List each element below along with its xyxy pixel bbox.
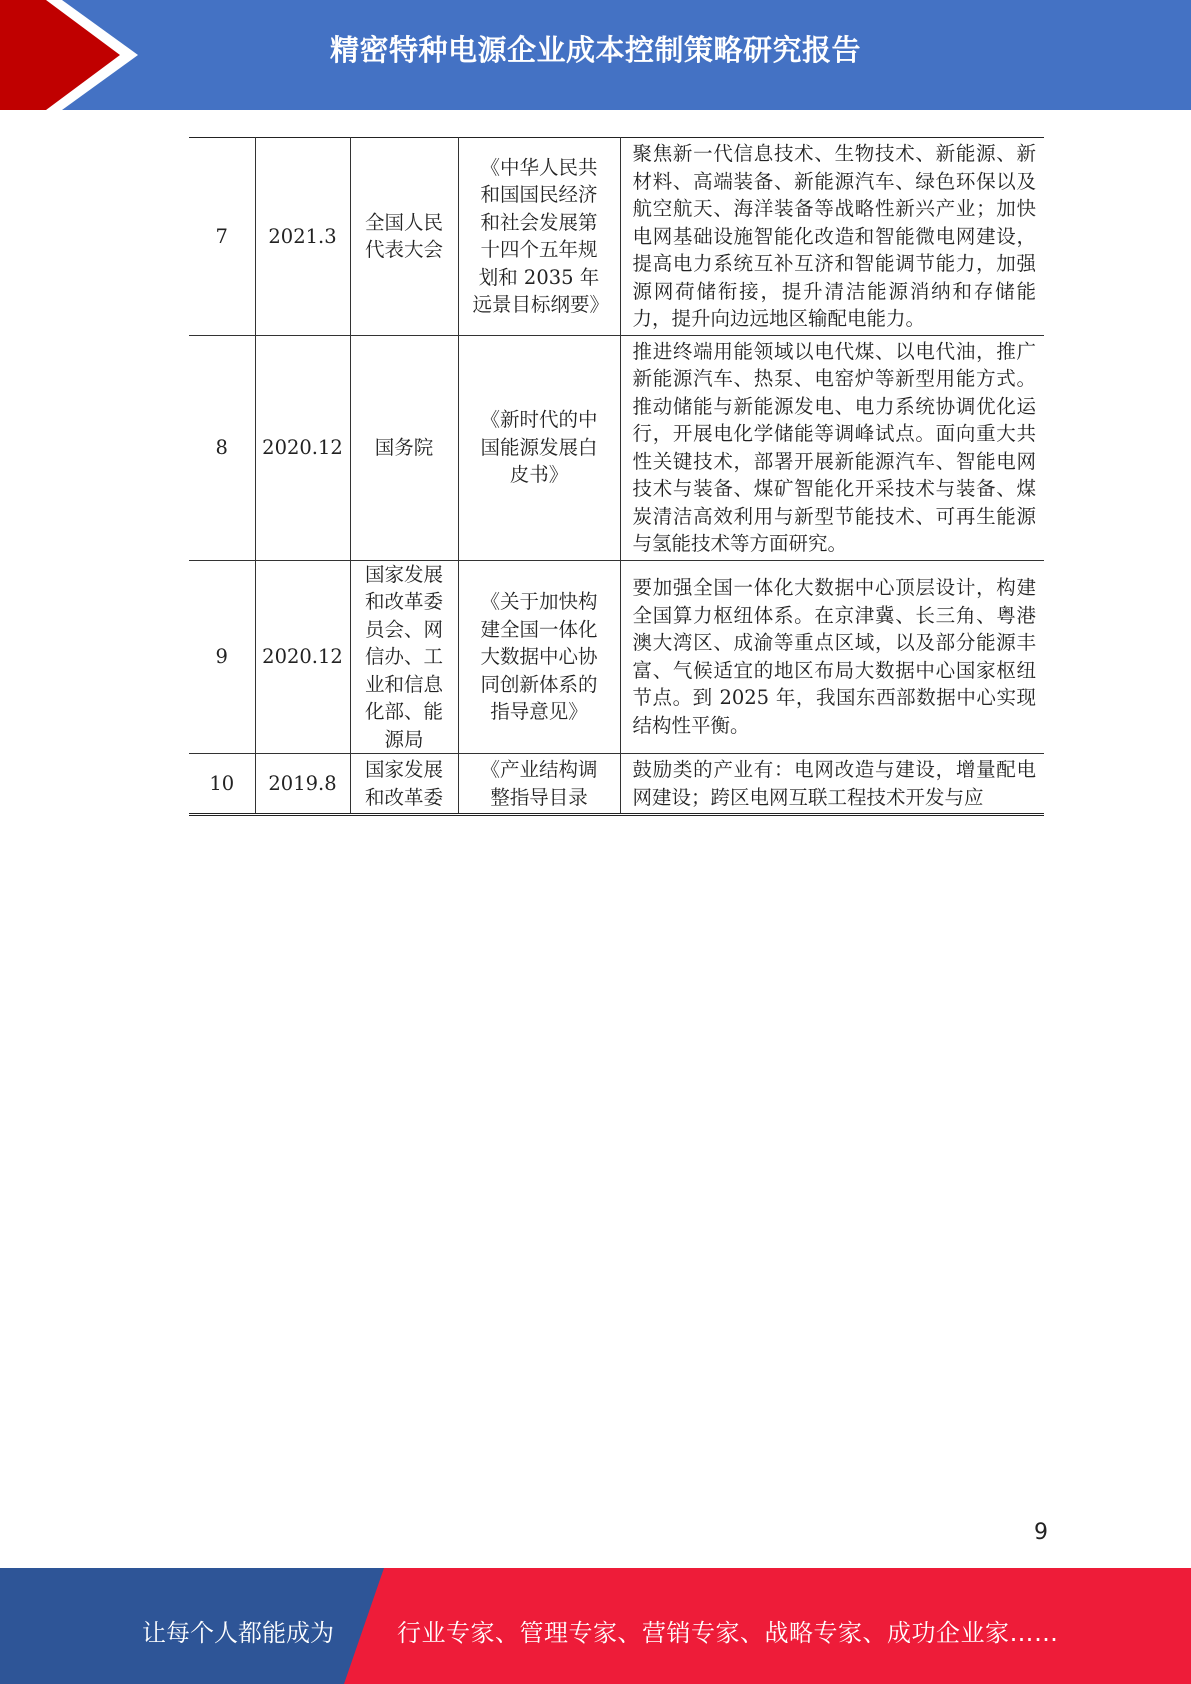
cell-date: 2019.8 — [255, 754, 350, 815]
cell-document: 《中华人民共和国国民经济和社会发展第十四个五年规划和 2035 年远景目标纲要》 — [458, 138, 620, 336]
page-header — [0, 0, 1191, 110]
cell-date: 2020.12 — [255, 335, 350, 560]
cell-no: 10 — [189, 754, 255, 815]
cell-content: 要加强全国一体化大数据中心顶层设计，构建全国算力枢纽体系。在京津冀、长三角、粤港澳大湾区、成渝等重点区域，以及部分能源丰富、气候适宜的地区布局大数据中心国家枢纽节点。到 2025 年，我国东西部数据中心实现结构性平衡。 — [620, 560, 1044, 754]
cell-issuer: 全国人民代表大会 — [350, 138, 458, 336]
table-row — [189, 754, 1044, 815]
footer-slogan-right: 行业专家、管理专家、营销专家、战略专家、成功企业家…… — [397, 1619, 1059, 1647]
table-row — [189, 335, 1044, 560]
cell-issuer: 国务院 — [350, 335, 458, 560]
cell-date: 2021.3 — [255, 138, 350, 336]
cell-no: 7 — [189, 138, 255, 336]
footer-slogan-left: 让每个人都能成为 — [142, 1619, 334, 1647]
table-row — [189, 138, 1044, 336]
page-footer — [0, 1568, 1191, 1684]
table-row — [189, 560, 1044, 754]
cell-content: 聚焦新一代信息技术、生物技术、新能源、新材料、高端装备、新能源汽车、绿色环保以及航空航天、海洋装备等战略性新兴产业；加快电网基础设施智能化改造和智能微电网建设，提高电力系统互补互济和智能调节能力，加强源网荷储衔接，提升清洁能源消纳和存储能力，提升向边远地区输配电能力。 — [620, 138, 1044, 336]
cell-issuer: 国家发展和改革委员会、网信办、工业和信息化部、能源局 — [350, 560, 458, 754]
cell-document: 《关于加快构建全国一体化大数据中心协同创新体系的指导意见》 — [458, 560, 620, 754]
cell-content: 鼓励类的产业有：电网改造与建设，增量配电网建设；跨区电网互联工程技术开发与应 — [620, 754, 1044, 815]
cell-issuer: 国家发展和改革委 — [350, 754, 458, 815]
header-title: 精密特种电源企业成本控制策略研究报告 — [329, 33, 861, 67]
page-number: 9 — [1034, 1520, 1048, 1545]
cell-document: 《产业结构调整指导目录 — [458, 754, 620, 815]
cell-no: 8 — [189, 335, 255, 560]
cell-no: 9 — [189, 560, 255, 754]
cell-content: 推进终端用能领域以电代煤、以电代油，推广新能源汽车、热泵、电窑炉等新型用能方式。推动储能与新能源发电、电力系统协调优化运行，开展电化学储能等调峰试点。面向重大共性关键技术，部署开展新能源汽车、智能电网技术与装备、煤矿智能化开采技术与装备、煤炭清洁高效利用与新型节能技术、可再生能源与氢能技术等方面研究。 — [620, 335, 1044, 560]
policy-table — [189, 137, 1044, 816]
cell-document: 《新时代的中国能源发展白皮书》 — [458, 335, 620, 560]
cell-date: 2020.12 — [255, 560, 350, 754]
